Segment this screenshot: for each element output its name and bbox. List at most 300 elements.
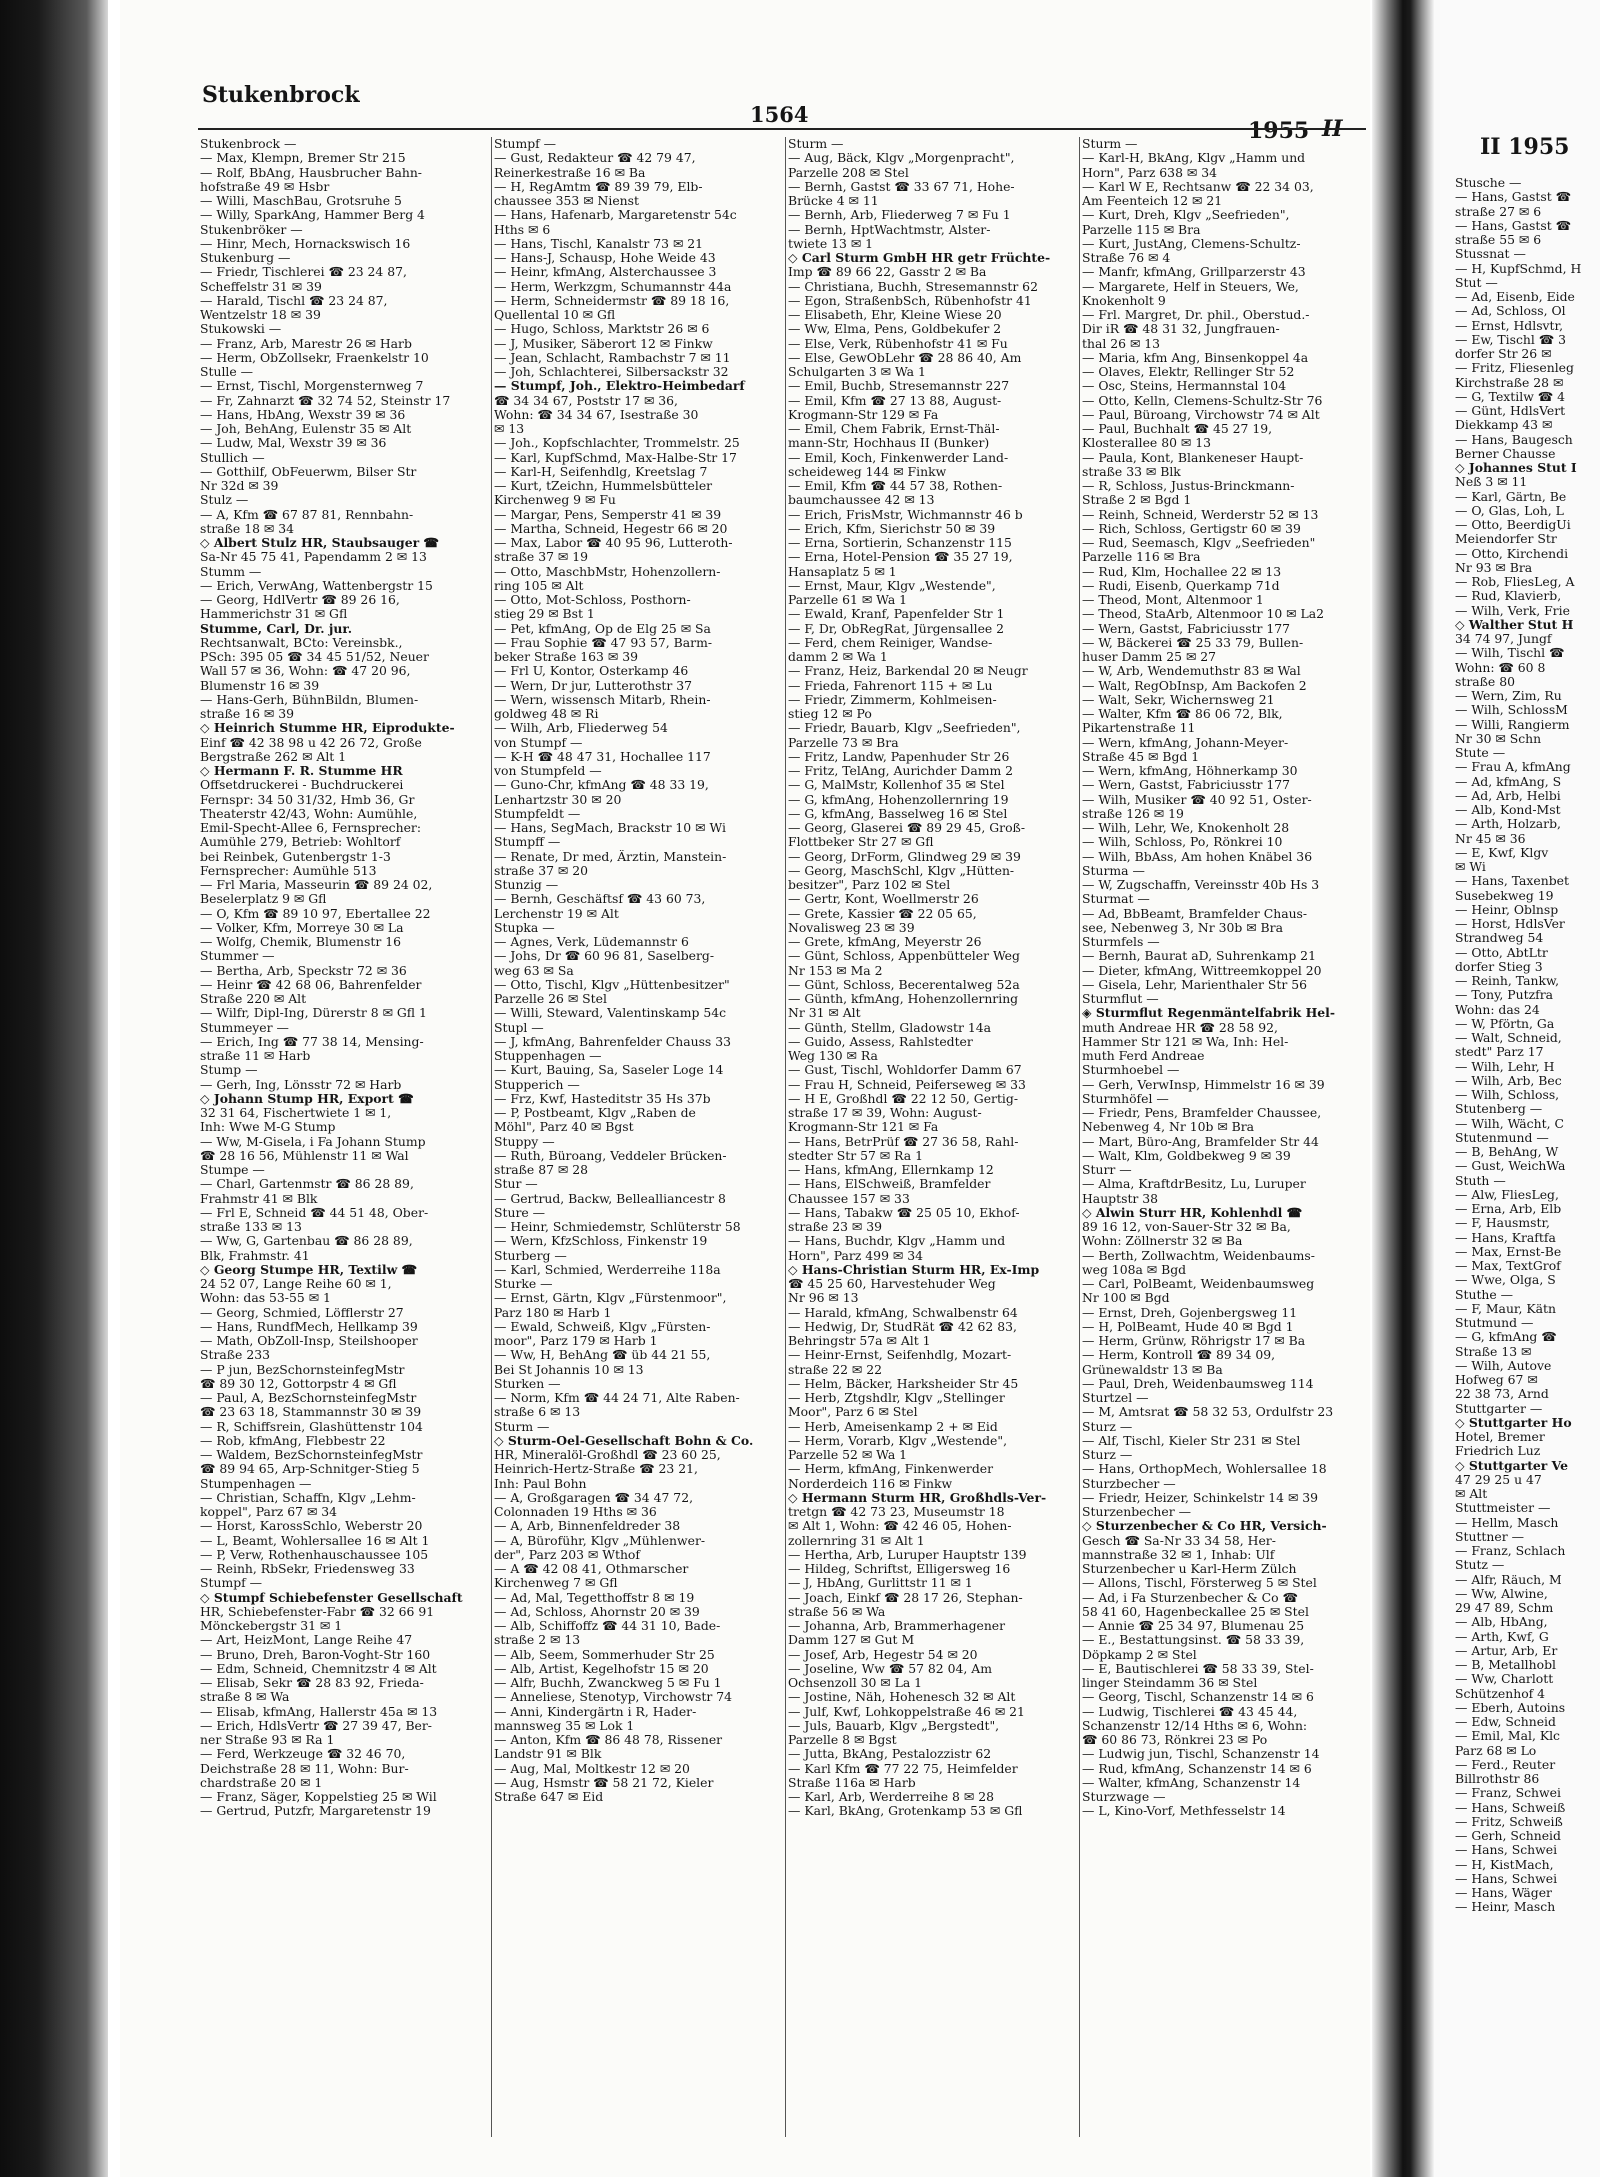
directory-entry-line: — Frz, Kwf, Hasteditstr 35 Hs 37b: [494, 1091, 711, 1106]
directory-entry-line: ◇ Hans-Christian Sturm HR, Ex-Imp: [788, 1262, 1040, 1277]
directory-entry-line: Stute —: [1455, 746, 1506, 760]
directory-entry-line: Stummeyer —: [200, 1020, 289, 1035]
directory-entry-line: Sturzenbecher u Karl-Herm Zülch: [1082, 1562, 1297, 1576]
directory-entry-line: — P, Postbeamt, Klgv „Raben de: [494, 1106, 696, 1120]
directory-entry-line: — Hans, Schweiß: [1455, 1800, 1566, 1815]
directory-entry-line: von Stumpf —: [494, 735, 583, 750]
directory-entry-line: — Math, ObZoll-Insp, Steilshooper: [200, 1334, 418, 1348]
directory-entry-line: Nr 96 ✉ 13: [788, 1291, 859, 1306]
directory-entry-line: Straße 2 ✉ Bgd 1: [1082, 493, 1192, 508]
directory-entry-line: ◇ Stuttgarter Ho: [1455, 1415, 1572, 1430]
directory-entry-line: — Karl W E, Rechtsanw ☎ 22 34 03,: [1082, 179, 1314, 194]
directory-entry-line: baumchaussee 42 ✉ 13: [788, 493, 935, 508]
directory-entry-line: 47 29 25 u 47: [1455, 1472, 1542, 1487]
directory-entry-line: — Walt, RegObInsp, Am Backofen 2: [1082, 678, 1307, 693]
directory-entry-line: Aumühle 279, Betrieb: Wohltorf: [200, 835, 401, 850]
directory-entry-line: — Max, Ernst-Be: [1455, 1244, 1562, 1259]
directory-entry-line: — Martha, Schneid, Hegestr 66 ✉ 20: [494, 521, 728, 536]
directory-entry-line: — Günt, Schloss, Appenbütteler Weg: [788, 949, 1020, 964]
directory-entry-line: — Rudi, Eisenb, Querkamp 71d: [1082, 578, 1280, 593]
directory-entry-line: Beselerplatz 9 ✉ Gfl: [200, 892, 327, 907]
directory-entry-line: — Erich, Kfm, Sierichstr 50 ✉ 39: [788, 521, 996, 536]
directory-entry-line: — G, kfmAng ☎: [1455, 1330, 1557, 1345]
directory-entry-line: Parz 68 ✉ Lo: [1455, 1743, 1537, 1758]
directory-entry-line: — Rich, Schloss, Gertigstr 60 ✉ 39: [1082, 521, 1301, 536]
directory-entry-line: Nr 32d ✉ 39: [200, 479, 279, 493]
directory-entry-line: — Frl U, Kontor, Osterkamp 46: [494, 664, 689, 679]
directory-entry-line: — Kurt, Bauing, Sa, Saseler Loge 14: [494, 1063, 724, 1078]
directory-entry-line: straße 11 ✉ Harb: [200, 1049, 311, 1063]
directory-entry-line: — Hans, Buchdr, Klgv „Hamm und: [788, 1234, 1006, 1249]
directory-entry-line: — Anton, Kfm ☎ 86 48 78, Rissener: [494, 1733, 723, 1747]
directory-entry-line: — G, kfmAng, Basselweg 16 ✉ Stel: [788, 806, 1008, 821]
directory-entry-line: Sturmhoebel —: [1082, 1063, 1180, 1078]
directory-entry-line: — Ernst, Maur, Klgv „Westende",: [788, 578, 996, 593]
directory-entry-line: goldweg 48 ✉ Ri: [494, 707, 599, 721]
directory-entry-line: Sturzbecher —: [1082, 1476, 1176, 1491]
directory-entry-line: Inh: Wwe M-G Stump: [200, 1120, 336, 1135]
directory-entry-line: — Wern, Gastst, Fabriciusstr 177: [1082, 778, 1291, 793]
directory-entry-line: — G, MalMstr, Kollenhof 35 ✉ Stel: [788, 778, 1005, 793]
directory-entry-line: Krogmann-Str 129 ✉ Fa: [788, 407, 939, 422]
directory-entry-line: Stuttgarter —: [1455, 1401, 1543, 1416]
directory-entry-line: moor", Parz 179 ✉ Harb 1: [494, 1334, 658, 1348]
directory-entry-line: — Ww, Elma, Pens, Goldbekufer 2: [788, 322, 1002, 337]
directory-entry-line: scheideweg 144 ✉ Finkw: [788, 464, 947, 479]
directory-entry-line: Dir iR ☎ 48 31 32, Jungfrauen-: [1082, 322, 1280, 337]
directory-entry-line: — Karl-H, BkAng, Klgv „Hamm und: [1082, 151, 1306, 166]
directory-entry-line: Neß 3 ✉ 11: [1455, 475, 1528, 490]
directory-entry-line: straße 56 ✉ Wa: [788, 1604, 886, 1619]
directory-entry-line: dorfer Stieg 3: [1455, 959, 1543, 974]
directory-entry-line: Lerchenstr 19 ✉ Alt: [494, 906, 619, 921]
directory-entry-line: — Hans, Tabakw ☎ 25 05 10, Ekhof-: [788, 1205, 1020, 1220]
directory-entry-line: — Artur, Arb, Er: [1455, 1643, 1558, 1658]
directory-entry-line: — Otto, Mot-Schloss, Posthorn-: [494, 593, 691, 607]
directory-entry-line: — Walt, Schneid,: [1455, 1031, 1562, 1045]
directory-entry-line: Parz 180 ✉ Harb 1: [494, 1305, 612, 1320]
directory-entry-line: — Gertrud, Backw, Belleallianсestr 8: [494, 1191, 726, 1206]
directory-entry-line: — Ewald, Kranf, Papenfelder Str 1: [788, 607, 1005, 622]
directory-entry-line: — Friedr, Bauarb, Klgv „Seefrieden",: [788, 721, 1021, 736]
directory-entry-line: straße 22 ✉ 22: [788, 1362, 882, 1377]
directory-entry-line: — Wern, wissensch Mitarb, Rhein-: [494, 692, 711, 707]
directory-entry-line: — Bernh, HptWachtmstr, Alster-: [788, 222, 991, 237]
directory-entry-line: — Paul, A, BezSchornsteinfegMstr: [200, 1391, 417, 1405]
directory-entry-line: — Rob, FliesLeg, A: [1455, 575, 1575, 589]
directory-entry-line: — Georg, Tischl, Schanzenstr 14 ✉ 6: [1082, 1690, 1314, 1705]
directory-entry-line: — Ad, i Fa Sturzenbecher & Co ☎: [1082, 1590, 1298, 1605]
directory-entry-line: Reinerkestraße 16 ✉ Ba: [494, 165, 646, 180]
directory-entry-line: Friedrich Luz: [1455, 1444, 1541, 1459]
directory-entry-line: — Ww, M-Gisela, i Fa Johann Stump: [200, 1134, 426, 1149]
directory-entry-line: Einf ☎ 42 38 98 u 42 26 72, Große: [200, 735, 422, 750]
directory-entry-line: Stutenberg —: [1455, 1102, 1543, 1117]
directory-entry-line: Heinrich-Hertz-Straße ☎ 23 21,: [494, 1462, 698, 1477]
directory-entry-line: Nr 45 ✉ 36: [1455, 831, 1526, 846]
directory-entry-line: ☎ 60 86 73, Rönkrei 23 ✉ Po: [1082, 1733, 1268, 1747]
directory-entry-line: — Hans, Gastst ☎: [1455, 218, 1572, 233]
directory-entry-line: ◇ Albert Stulz HR, Staubsauger ☎: [200, 536, 439, 550]
directory-entry-line: — Max, Klempn, Bremer Str 215: [200, 151, 406, 166]
directory-entry-line: — Ernst, Dreh, Gojenbergsweg 11: [1082, 1305, 1298, 1320]
directory-entry-line: — Stumpf, Joh., Elektro-Heimbedarf: [494, 379, 745, 394]
directory-entry-line: — Anneliese, Stenotyp, Virchowstr 74: [494, 1690, 732, 1705]
directory-entry-line: ☎ 89 30 12, Gottorpstr 4 ✉ Gfl: [200, 1376, 397, 1391]
directory-entry-line: — Ludwig, Tischlerei ☎ 43 45 44,: [1082, 1704, 1298, 1719]
directory-entry-line: — Agnes, Verk, Lüdemannstr 6: [494, 935, 689, 949]
directory-entry-line: besitzer", Parz 102 ✉ Stel: [788, 878, 951, 892]
directory-entry-line: HR, Schiebefenster-Fabr ☎ 32 66 91: [200, 1604, 435, 1619]
directory-entry-line: — Paula, Kont, Blankeneser Haupt-: [1082, 450, 1304, 465]
directory-entry-line: Wall 57 ✉ 36, Wohn: ☎ 47 20 96,: [200, 664, 411, 679]
directory-entry-line: Stump —: [200, 1063, 258, 1078]
directory-entry-line: thal 26 ✉ 13: [1082, 336, 1161, 351]
directory-entry-line: — Max, TextGrof: [1455, 1259, 1561, 1273]
directory-entry-line: Kirchstraße 28 ✉: [1455, 375, 1564, 390]
directory-entry-line: — H E, Großhdl ☎ 22 12 50, Gertig-: [788, 1091, 1019, 1106]
directory-entry-line: — Gotthilf, ObFeuerwm, Bilser Str: [200, 464, 417, 479]
directory-entry-line: — Wilh, Arb, Bec: [1455, 1073, 1562, 1088]
directory-entry-line: — Gust, Tischl, Wohldorfer Damm 67: [788, 1063, 1022, 1078]
directory-entry-line: — F, Maur, Kätn: [1455, 1301, 1556, 1316]
directory-entry-line: — Joh., Kopfschlachter, Trommelstr. 25: [494, 436, 740, 451]
directory-entry-line: — Ww, Alwine,: [1455, 1586, 1548, 1601]
directory-entry-line: — Wilh, Schloss, Po, Rönkrei 10: [1082, 835, 1283, 850]
directory-entry-line: — Heinr ☎ 42 68 06, Bahrenfelder: [200, 977, 422, 992]
directory-entry-line: dorfer Str 26 ✉: [1455, 347, 1552, 361]
directory-entry-line: — Emil, Mal, Klc: [1455, 1729, 1560, 1744]
directory-entry-line: — Paul, Büroang, Virchowstr 74 ✉ Alt: [1082, 407, 1320, 422]
directory-entry-line: — Georg, Glaserei ☎ 89 29 45, Groß-: [788, 821, 1026, 835]
directory-entry-line: Sturtzel —: [1082, 1391, 1149, 1405]
directory-entry-line: — F, Dr, ObRegRat, Jürgensallee 2: [788, 621, 1005, 636]
directory-entry-line: — Ferd., Reuter: [1455, 1757, 1556, 1772]
directory-entry-line: 34 74 97, Jungf: [1455, 632, 1552, 646]
directory-entry-line: straße 17 ✉ 39, Wohn: August-: [788, 1106, 982, 1120]
directory-entry-line: Offsetdruckerei - Buchdruckerei: [200, 778, 404, 793]
directory-entry-line: ☎ 23 63 18, Stammannstr 30 ✉ 39: [200, 1405, 422, 1420]
directory-entry-line: ◇ Heinrich Stumme HR, Eiprodukte-: [200, 721, 455, 736]
directory-entry-line: Stukenburg —: [200, 251, 291, 265]
directory-entry-line: — Gust, WeichWa: [1455, 1159, 1566, 1174]
directory-entry-line: Straße 45 ✉ Bgd 1: [1082, 749, 1200, 764]
directory-entry-line: — Ad, Eisenb, Eide: [1455, 290, 1575, 304]
directory-entry-line: Parzelle 26 ✉ Stel: [494, 992, 607, 1006]
directory-entry-line: — Herm, Schneidermstr ☎ 89 18 16,: [494, 293, 730, 308]
directory-entry-line: — Ew, Tischl ☎ 3: [1455, 332, 1567, 347]
directory-entry-line: Parzelle 8 ✉ Bgst: [788, 1733, 897, 1747]
directory-entry-line: — Hans, Baugesch: [1455, 432, 1573, 447]
directory-entry-line: — Wilh, Verk, Frie: [1455, 603, 1570, 618]
directory-entry-line: Rechtsanwalt, BCto: Vereinsbk.,: [200, 635, 403, 650]
directory-entry-line: Straße 647 ✉ Eid: [494, 1790, 604, 1804]
directory-entry-line: — Helm, Bäcker, Harksheider Str 45: [788, 1376, 1019, 1391]
directory-entry-line: — Elisab, Sekr ☎ 28 83 92, Frieda-: [200, 1676, 424, 1690]
directory-entry-line: stieg 29 ✉ Bst 1: [494, 607, 595, 622]
directory-entry-line: Damm 127 ✉ Gut M: [788, 1633, 915, 1648]
directory-entry-line: muth Andreae HR ☎ 28 58 92,: [1082, 1020, 1278, 1035]
directory-entry-line: 24 52 07, Lange Reihe 60 ✉ 1,: [200, 1277, 392, 1291]
directory-entry-line: — Norm, Kfm ☎ 44 24 71, Alte Raben-: [494, 1391, 740, 1405]
column-divider: [1079, 137, 1080, 2137]
directory-entry-line: Frahmstr 41 ✉ Blk: [200, 1191, 318, 1206]
directory-entry-line: Stukenbrock —: [200, 137, 297, 151]
directory-entry-line: ◇ Hermann Sturm HR, Großhdls-Ver-: [788, 1490, 1047, 1505]
directory-entry-line: — Grete, kfmAng, Meyerstr 26: [788, 935, 982, 949]
directory-entry-line: — Jean, Schlacht, Rambachstr 7 ✉ 11: [494, 350, 731, 365]
directory-entry-line: — Karl, BkAng, Grotenkamp 53 ✉ Gfl: [788, 1804, 1023, 1819]
directory-entry-line: straße 2 ✉ 13: [494, 1633, 581, 1648]
directory-entry-line: ◇ Alwin Sturr HR, Kohlenhdl ☎: [1082, 1205, 1303, 1220]
directory-entry-line: — Bernh, Arb, Fliederweg 7 ✉ Fu 1: [788, 208, 1011, 223]
directory-entry-line: — Herm, Werkzgm, Schumannstr 44a: [494, 279, 732, 294]
directory-entry-line: — Hans-Gerh, BühnBildn, Blumen-: [200, 692, 419, 707]
directory-entry-line: Horn", Parz 638 ✉ 34: [1082, 165, 1217, 180]
directory-entry-line: Quellental 10 ✉ Gfl: [494, 308, 616, 322]
directory-entry-line: ☎ 34 34 67, Poststr 17 ✉ 36,: [494, 393, 678, 408]
directory-column-next-page: [1455, 176, 1600, 2137]
book-gutter: [1372, 0, 1434, 2177]
directory-entry-line: — Wern, KfzSchloss, Finkenstr 19: [494, 1234, 708, 1249]
directory-entry-line: Möhl", Parz 40 ✉ Bgst: [494, 1120, 634, 1135]
directory-entry-line: straße 18 ✉ 34: [200, 521, 294, 536]
directory-entry-line: — Karl, Schmied, Werderreihe 118a: [494, 1262, 721, 1277]
directory-entry-line: — Theod, Mont, Altenmoor 1: [1082, 593, 1264, 607]
edition-year: 1955: [1248, 118, 1310, 144]
directory-entry-line: Stuthe —: [1455, 1287, 1514, 1302]
directory-entry-line: Sturke —: [494, 1277, 553, 1291]
directory-entry-line: — Gust, Redakteur ☎ 42 79 47,: [494, 151, 696, 166]
directory-entry-line: — Hans, RundfMech, Hellkamp 39: [200, 1319, 418, 1334]
directory-entry-line: — Rud, kfmAng, Schanzenstr 14 ✉ 6: [1082, 1761, 1312, 1776]
directory-entry-line: — Frau H, Schneid, Peiferseweg ✉ 33: [788, 1077, 1026, 1092]
directory-entry-line: tretgn ☎ 42 73 23, Museumstr 18: [788, 1505, 1005, 1519]
directory-entry-line: — Wolfg, Chemik, Blumenstr 16: [200, 935, 402, 949]
directory-entry-line: — Alb, Seem, Sommerhuder Str 25: [494, 1647, 715, 1662]
directory-entry-line: Stullich —: [200, 450, 265, 465]
directory-entry-line: Stupperich —: [494, 1077, 580, 1092]
directory-entry-line: — Ad, kfmAng, S: [1455, 774, 1562, 789]
header-rule: [198, 128, 1366, 130]
directory-entry-line: — Franz, Arb, Marestr 26 ✉ Harb: [200, 336, 412, 351]
directory-entry-line: — Willi, Rangierm: [1455, 717, 1570, 732]
directory-entry-line: — R, Schiffsrein, Glashüttenstr 104: [200, 1419, 423, 1434]
directory-entry-line: — Hans-J, Schausp, Hohe Weide 43: [494, 251, 716, 265]
directory-entry-line: — Georg, DrForm, Glindweg 29 ✉ 39: [788, 849, 1021, 864]
directory-entry-line: Stukenbröker —: [200, 222, 303, 237]
directory-entry-line: Am Feenteich 12 ✉ 21: [1082, 194, 1223, 208]
directory-entry-line: — Otto, Kirchendi: [1455, 546, 1569, 561]
directory-entry-line: — Ernst, Gärtn, Klgv „Fürstenmoor",: [494, 1291, 727, 1306]
directory-entry-line: — Karl Kfm ☎ 77 22 75, Heimfelder: [788, 1761, 1018, 1776]
directory-entry-line: — Hans, Schwei: [1455, 1871, 1558, 1886]
directory-entry-line: Lenhartzstr 30 ✉ 20: [494, 792, 622, 807]
directory-entry-line: Sturken —: [494, 1376, 561, 1391]
directory-entry-line: — Wilh, Arb, Fliederweg 54: [494, 721, 668, 736]
directory-entry-line: — Alb, HbAng,: [1455, 1615, 1548, 1630]
directory-entry-line: Diekkamp 43 ✉: [1455, 418, 1553, 433]
directory-entry-line: — L, Kino-Vorf, Methfesselstr 14: [1082, 1804, 1286, 1819]
directory-entry-line: — Wern, Gastst, Fabriciusstr 177: [1082, 621, 1291, 636]
directory-entry-line: straße 8 ✉ Wa: [200, 1690, 290, 1705]
directory-entry-line: Strandweg 54: [1455, 931, 1544, 946]
directory-entry-line: — Bernh, Gastst ☎ 33 67 71, Hohe-: [788, 179, 1015, 194]
directory-entry-line: — Kurt, JustAng, Clemens-Schultz-: [1082, 236, 1301, 251]
directory-entry-line: ◇ Johann Stump HR, Export ☎: [200, 1091, 414, 1106]
directory-entry-line: — J, Musiker, Säberort 12 ✉ Finkw: [494, 336, 713, 351]
directory-entry-line: Sturm —: [788, 137, 844, 151]
right-page-header: II 1955: [1480, 134, 1570, 160]
directory-entry-line: ring 105 ✉ Alt: [494, 578, 584, 593]
directory-entry-line: Parzelle 208 ✉ Stel: [788, 165, 909, 180]
directory-entry-line: — Hedwig, Dr, StudRät ☎ 42 62 83,: [788, 1319, 1017, 1334]
directory-entry-line: Stuppy —: [494, 1134, 555, 1149]
directory-entry-line: Stumm —: [200, 564, 262, 579]
directory-entry-line: ◇ Hermann F. R. Stumme HR: [200, 764, 403, 778]
directory-entry-line: — Fritz, Fliesenleg: [1455, 361, 1574, 376]
directory-entry-line: — Hans, ElSchweiß, Bramfelder: [788, 1177, 991, 1192]
directory-entry-line: — Heinr-Ernst, Seifenhdlg, Mozart-: [788, 1348, 1012, 1363]
directory-entry-line: Stuppenhagen —: [494, 1049, 602, 1063]
directory-entry-line: Hofweg 67 ✉: [1455, 1373, 1538, 1387]
directory-entry-line: — Johanna, Arb, Brammerhagener: [788, 1619, 1006, 1633]
directory-entry-line: — G, Textilw ☎ 4: [1455, 389, 1565, 404]
directory-entry-line: — Wilfr, Dipl-Ing, Dürerstr 8 ✉ Gfl 1: [200, 1006, 427, 1021]
directory-entry-line: — Alb, Artist, Kegelhofstr 15 ✉ 20: [494, 1661, 709, 1676]
directory-entry-line: Hauptstr 38: [1082, 1191, 1159, 1206]
directory-entry-line: — Else, Verk, Rübenhofstr 41 ✉ Fu: [788, 336, 1008, 351]
directory-entry-line: — Wilh, Wächt, C: [1455, 1116, 1564, 1131]
directory-entry-line: Wohn: das 53-55 ✉ 1: [200, 1291, 331, 1306]
directory-entry-line: Nr 153 ✉ Ma 2: [788, 963, 883, 978]
directory-entry-line: — Karl, Arb, Werderreihe 8 ✉ 28: [788, 1790, 994, 1804]
directory-entry-line: — Rolf, BbAng, Hausbrucher Bahn-: [200, 165, 422, 180]
directory-entry-line: — Rud, Klm, Hochallee 22 ✉ 13: [1082, 564, 1282, 579]
directory-entry-line: Kirchenweg 7 ✉ Gfl: [494, 1576, 618, 1591]
directory-entry-line: ☎ 45 25 60, Harvestehuder Weg: [788, 1277, 996, 1291]
directory-entry-line: Wentzelstr 18 ✉ 39: [200, 308, 321, 322]
directory-entry-line: — Ad, Schloss, Ol: [1455, 304, 1566, 319]
directory-entry-line: — Guno-Chr, kfmAng ☎ 48 33 19,: [494, 778, 709, 793]
directory-entry-line: — A, Großgaragen ☎ 34 47 72,: [494, 1490, 694, 1505]
directory-column-2: [494, 137, 784, 2137]
directory-entry-line: — Franz, Säger, Koppelstieg 25 ✉ Wil: [200, 1790, 437, 1804]
directory-entry-line: — Kurt, tZeichn, Hummelsbütteler: [494, 479, 713, 493]
directory-entry-line: — Gerh, VerwInsp, Himmelstr 16 ✉ 39: [1082, 1077, 1325, 1092]
volume-number: II: [1322, 116, 1343, 142]
directory-entry-line: Sturmflut —: [1082, 992, 1159, 1006]
directory-entry-line: — Hans, kfmAng, Ellernkamp 12: [788, 1163, 994, 1177]
directory-entry-line: Horn", Parz 499 ✉ 34: [788, 1248, 923, 1263]
directory-entry-line: — Ferd, Werkzeuge ☎ 32 46 70,: [200, 1747, 406, 1762]
directory-entry-line: Stulz —: [200, 493, 249, 508]
directory-entry-line: — Guido, Assess, Rahlstedter: [788, 1034, 973, 1049]
directory-entry-line: — Ferd, chem Reiniger, Wandse-: [788, 635, 993, 650]
directory-entry-line: Stupl —: [494, 1020, 544, 1035]
directory-entry-line: bei Reinbek, Gutenbergstr 1-3: [200, 849, 391, 864]
directory-entry-line: Stutmund —: [1455, 1316, 1534, 1330]
directory-entry-line: Emil-Specht-Allee 6, Fernsprecher:: [200, 821, 422, 835]
directory-entry-line: — Friedr, Pens, Bramfelder Chaussee,: [1082, 1106, 1322, 1120]
directory-entry-line: Moor", Parz 6 ✉ Stel: [788, 1405, 918, 1420]
directory-entry-line: — Ruth, Büroang, Veddeler Brücken-: [494, 1148, 727, 1163]
directory-entry-line: — Rob, kfmAng, Flebbestr 22: [200, 1433, 386, 1448]
directory-entry-line: twiete 13 ✉ 1: [788, 236, 874, 251]
directory-entry-line: — Erna, Arb, Elb: [1455, 1202, 1562, 1216]
directory-entry-line: Döpkamp 2 ✉ Stel: [1082, 1647, 1197, 1662]
directory-entry-line: koppel", Parz 67 ✉ 34: [200, 1505, 338, 1519]
directory-entry-line: 22 38 73, Arnd: [1455, 1387, 1549, 1402]
directory-entry-line: — Günt, Schloss, Becerentalweg 52a: [788, 977, 1020, 992]
directory-entry-line: — H, KistMach,: [1455, 1857, 1554, 1872]
directory-entry-line: Landstr 91 ✉ Blk: [494, 1747, 602, 1762]
directory-column-3: [788, 137, 1078, 2137]
directory-entry-line: — Ad, Mal, Tegetthoffstr 8 ✉ 19: [494, 1590, 695, 1605]
directory-entry-line: Sturmat —: [1082, 892, 1150, 907]
directory-entry-line: Stuttmeister —: [1455, 1501, 1551, 1516]
directory-entry-line: — H, KupfSchmd, H: [1455, 261, 1582, 276]
directory-entry-line: huser Damm 25 ✉ 27: [1082, 650, 1217, 664]
directory-entry-line: Gesch ☎ Sa-Nr 33 34 58, Her-: [1082, 1533, 1276, 1548]
directory-entry-line: — Alfr, Räuch, M: [1455, 1572, 1562, 1587]
directory-entry-line: ◇ Stumpf Schiebefenster Gesellschaft: [200, 1590, 463, 1605]
directory-entry-line: straße 6 ✉ 13: [494, 1405, 581, 1420]
directory-entry-line: — Arth, Holzarb,: [1455, 817, 1561, 832]
directory-entry-line: chardstraße 20 ✉ 1: [200, 1775, 323, 1790]
directory-entry-line: Parzelle 61 ✉ Wa 1: [788, 593, 908, 607]
directory-entry-line: — Emil, Koch, Finkenwerder Land-: [788, 450, 1009, 465]
directory-entry-line: — Wern, kfmAng, Johann-Meyer-: [1082, 735, 1289, 750]
directory-entry-line: Grünewaldstr 13 ✉ Ba: [1082, 1362, 1223, 1377]
directory-entry-line: — Friedr, Heizer, Schinkelstr 14 ✉ 39: [1082, 1490, 1319, 1505]
directory-entry-line: — Emil, Buchb, Stresemannstr 227: [788, 379, 1010, 394]
directory-entry-line: Krogmann-Str 121 ✉ Fa: [788, 1120, 939, 1135]
directory-entry-line: Sturmhöfel —: [1082, 1091, 1169, 1106]
directory-entry-line: Scheffelstr 31 ✉ 39: [200, 279, 322, 294]
directory-entry-line: — Friedr, Tischlerei ☎ 23 24 87,: [200, 265, 407, 280]
directory-entry-line: — Wilh, Autove: [1455, 1358, 1552, 1373]
directory-entry-line: — Rud, Klavierb,: [1455, 589, 1562, 604]
directory-entry-line: Imp ☎ 89 66 22, Gasstr 2 ✉ Ba: [788, 265, 987, 280]
directory-entry-line: Stur —: [494, 1177, 538, 1192]
directory-entry-line: — F, Hausmstr,: [1455, 1216, 1550, 1231]
directory-entry-line: Stulle —: [200, 365, 254, 379]
page-number: 1564: [750, 102, 809, 127]
directory-entry-line: — Erich, FrisMstr, Wichmannstr 46 b: [788, 507, 1023, 522]
directory-entry-line: — Aug, Mal, Moltkestr 12 ✉ 20: [494, 1761, 690, 1776]
directory-entry-line: — Emil, Kfm ☎ 44 57 38, Rothen-: [788, 479, 1003, 493]
directory-entry-line: ner Straße 93 ✉ Ra 1: [200, 1733, 335, 1747]
directory-entry-line: 58 41 60, Hagenbeckallee 25 ✉ Stel: [1082, 1604, 1309, 1619]
directory-entry-line: — Gertrud, Putzfr, Margaretenstr 19: [200, 1804, 431, 1819]
directory-entry-line: ☎ 28 16 56, Mühlenstr 11 ✉ Wal: [200, 1148, 409, 1163]
directory-entry-line: Parzelle 115 ✉ Bra: [1082, 222, 1201, 237]
directory-entry-line: — Heinr, kfmAng, Alsterchaussee 3: [494, 265, 717, 280]
directory-entry-line: — Alw, FliesLeg,: [1455, 1187, 1559, 1202]
directory-entry-line: weg 63 ✉ Sa: [494, 963, 574, 978]
directory-entry-line: — Johs, Dr ☎ 60 96 81, Saselberg-: [494, 949, 715, 964]
directory-entry-line: — Margar, Pens, Semperstr 41 ✉ 39: [494, 507, 722, 522]
directory-entry-line: — Hans, Tischl, Kanalstr 73 ✉ 21: [494, 236, 704, 251]
directory-entry-line: — Willi, Steward, Valentinskamp 54c: [494, 1006, 727, 1021]
directory-entry-line: — Franz, Schlach: [1455, 1544, 1566, 1558]
directory-entry-line: straße 27 ✉ 6: [1455, 204, 1542, 219]
directory-entry-line: — Carl, PolBeamt, Weidenbaumsweg: [1082, 1277, 1315, 1291]
directory-entry-line: straße 37 ✉ 20: [494, 863, 588, 878]
directory-entry-line: — Eberh, Autoins: [1455, 1700, 1566, 1715]
directory-entry-line: Hotel, Bremer: [1455, 1430, 1545, 1444]
